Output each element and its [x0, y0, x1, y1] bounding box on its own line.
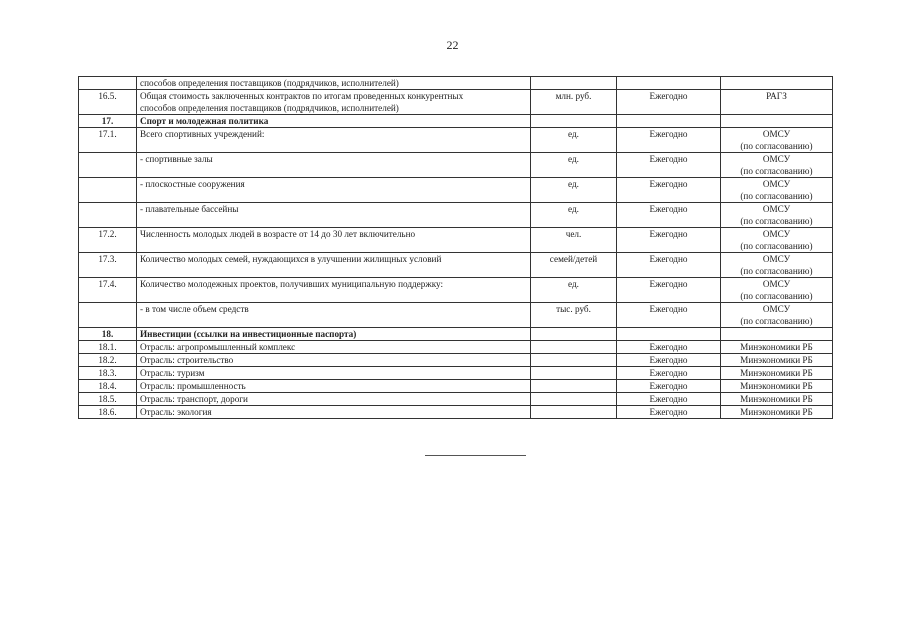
- responsible-cell: [721, 77, 833, 90]
- responsible-line: ОМСУ: [762, 154, 791, 164]
- indicator-name-line: Численность молодых людей в возрасте от 14 до 30 лет включительно: [140, 229, 416, 239]
- table-row: [79, 354, 833, 367]
- responsible-line: ОМСУ: [762, 279, 791, 289]
- row-number-cell: 17.: [79, 115, 137, 128]
- row-number-cell: 17.4.: [79, 278, 137, 303]
- responsible-cell: [721, 128, 833, 153]
- indicator-name-line: Отрасль: агропромышленный комплекс: [140, 342, 296, 352]
- responsible-cell: [721, 178, 833, 203]
- table-row: [79, 90, 833, 115]
- indicator-name-cell: [137, 77, 531, 90]
- responsible-cell: [721, 203, 833, 228]
- indicator-name-line: Количество молодежных проектов, получивших муниципальную поддержку:: [140, 279, 444, 289]
- section-row: [79, 115, 833, 128]
- unit-cell: [531, 77, 617, 90]
- responsible-cell: [721, 303, 833, 328]
- unit-cell: [531, 341, 617, 354]
- unit-cell: чел.: [531, 228, 617, 253]
- row-number-cell: 17.2.: [79, 228, 137, 253]
- unit-cell: семей/детей: [531, 253, 617, 278]
- table-row: [79, 153, 833, 178]
- indicator-name-line: - спортивные залы: [140, 154, 213, 164]
- indicator-name-cell: [137, 203, 531, 228]
- indicator-name-cell: [137, 354, 531, 367]
- responsible-line: (по согласованию): [740, 291, 813, 301]
- table-row: [79, 367, 833, 380]
- indicator-name-cell: [137, 328, 531, 341]
- responsible-line: ОМСУ: [762, 204, 791, 214]
- unit-cell: ед.: [531, 153, 617, 178]
- row-number-cell: 16.5.: [79, 90, 137, 115]
- unit-cell: тыс. руб.: [531, 303, 617, 328]
- responsible-line: Минэкономики РБ: [740, 407, 813, 417]
- indicator-name-line: Отрасль: промышленность: [140, 381, 246, 391]
- responsible-cell: [721, 153, 833, 178]
- indicator-name-cell: [137, 367, 531, 380]
- indicator-name-line: Отрасль: транспорт, дороги: [140, 394, 248, 404]
- section-row: [79, 328, 833, 341]
- responsible-cell: [721, 354, 833, 367]
- responsible-line: РАГЗ: [766, 91, 787, 101]
- unit-cell: ед.: [531, 278, 617, 303]
- indicator-name-cell: [137, 393, 531, 406]
- responsible-cell: [721, 328, 833, 341]
- row-number-cell: 17.1.: [79, 128, 137, 153]
- table-row: [79, 77, 833, 90]
- row-number-cell: [79, 77, 137, 90]
- indicator-name-line: Спорт и молодежная политика: [140, 116, 269, 126]
- responsible-cell: [721, 393, 833, 406]
- periodicity-cell: [617, 115, 721, 128]
- row-number-cell: 18.: [79, 328, 137, 341]
- periodicity-cell: Ежегодно: [617, 406, 721, 419]
- table-row: [79, 393, 833, 406]
- indicators-table: [78, 76, 833, 419]
- periodicity-cell: [617, 77, 721, 90]
- periodicity-cell: Ежегодно: [617, 128, 721, 153]
- indicator-name-line: Общая стоимость заключенных контрактов по итогам проведенных конкурентных: [140, 91, 464, 101]
- indicator-name-cell: [137, 90, 531, 115]
- indicator-name-cell: [137, 341, 531, 354]
- responsible-line: ОМСУ: [762, 129, 791, 139]
- table-row: [79, 341, 833, 354]
- unit-cell: [531, 393, 617, 406]
- periodicity-cell: Ежегодно: [617, 278, 721, 303]
- responsible-line: Минэкономики РБ: [740, 394, 813, 404]
- row-number-cell: [79, 178, 137, 203]
- periodicity-cell: Ежегодно: [617, 393, 721, 406]
- row-number-cell: [79, 303, 137, 328]
- responsible-cell: [721, 341, 833, 354]
- indicator-name-line: - плавательные бассейны: [140, 204, 239, 214]
- responsible-line: ОМСУ: [762, 254, 791, 264]
- unit-cell: [531, 380, 617, 393]
- indicator-name-cell: [137, 380, 531, 393]
- responsible-line: ОМСУ: [762, 229, 791, 239]
- unit-cell: [531, 328, 617, 341]
- indicator-name-line: - плоскостные сооружения: [140, 179, 245, 189]
- table-row: [79, 406, 833, 419]
- periodicity-cell: Ежегодно: [617, 253, 721, 278]
- table-row: [79, 380, 833, 393]
- row-number-cell: 18.3.: [79, 367, 137, 380]
- unit-cell: ед.: [531, 178, 617, 203]
- row-number-cell: 17.3.: [79, 253, 137, 278]
- indicator-name-line: Количество молодых семей, нуждающихся в улучшении жилищных условий: [140, 254, 442, 264]
- indicator-name-cell: [137, 115, 531, 128]
- unit-cell: [531, 354, 617, 367]
- indicator-name-line: способов определения поставщиков (подрядчиков, исполнителей): [140, 78, 399, 88]
- responsible-cell: [721, 278, 833, 303]
- unit-cell: ед.: [531, 203, 617, 228]
- periodicity-cell: Ежегодно: [617, 178, 721, 203]
- unit-cell: [531, 367, 617, 380]
- row-number-cell: 18.1.: [79, 341, 137, 354]
- responsible-line: Минэкономики РБ: [740, 381, 813, 391]
- indicator-name-cell: [137, 406, 531, 419]
- periodicity-cell: Ежегодно: [617, 354, 721, 367]
- periodicity-cell: Ежегодно: [617, 341, 721, 354]
- responsible-cell: [721, 253, 833, 278]
- table-row: [79, 253, 833, 278]
- table-row: [79, 228, 833, 253]
- unit-cell: млн. руб.: [531, 90, 617, 115]
- periodicity-cell: Ежегодно: [617, 203, 721, 228]
- responsible-line: ОМСУ: [762, 179, 791, 189]
- indicator-name-cell: [137, 278, 531, 303]
- unit-cell: [531, 115, 617, 128]
- indicator-name-cell: [137, 303, 531, 328]
- unit-cell: [531, 406, 617, 419]
- responsible-cell: [721, 367, 833, 380]
- responsible-line: (по согласованию): [740, 191, 813, 201]
- indicator-name-line: Инвестиции (ссылки на инвестиционные паспорта): [140, 329, 357, 339]
- table-body: [79, 77, 833, 419]
- table-row: [79, 178, 833, 203]
- responsible-line: Минэкономики РБ: [740, 342, 813, 352]
- responsible-line: Минэкономики РБ: [740, 368, 813, 378]
- row-number-cell: 18.6.: [79, 406, 137, 419]
- unit-cell: ед.: [531, 128, 617, 153]
- responsible-line: ОМСУ: [762, 304, 791, 314]
- responsible-line: (по согласованию): [740, 166, 813, 176]
- responsible-cell: [721, 228, 833, 253]
- indicator-name-line: Отрасль: экология: [140, 407, 212, 417]
- responsible-line: (по согласованию): [740, 316, 813, 326]
- indicator-name-cell: [137, 253, 531, 278]
- responsible-cell: [721, 380, 833, 393]
- indicator-name-line: способов определения поставщиков (подрядчиков, исполнителей): [140, 103, 399, 113]
- table-row: [79, 128, 833, 153]
- periodicity-cell: [617, 328, 721, 341]
- responsible-line: (по согласованию): [740, 141, 813, 151]
- page-number: 22: [446, 38, 459, 52]
- responsible-line: (по согласованию): [740, 216, 813, 226]
- table-row: [79, 278, 833, 303]
- periodicity-cell: Ежегодно: [617, 367, 721, 380]
- footer-divider: [425, 455, 526, 456]
- responsible-cell: [721, 115, 833, 128]
- table-row: [79, 303, 833, 328]
- indicator-name-line: - в том числе объем средств: [140, 304, 249, 314]
- periodicity-cell: Ежегодно: [617, 303, 721, 328]
- periodicity-cell: Ежегодно: [617, 380, 721, 393]
- responsible-line: (по согласованию): [740, 241, 813, 251]
- indicator-name-cell: [137, 128, 531, 153]
- row-number-cell: [79, 153, 137, 178]
- indicator-name-line: Отрасль: строительство: [140, 355, 234, 365]
- row-number-cell: 18.4.: [79, 380, 137, 393]
- responsible-line: (по согласованию): [740, 266, 813, 276]
- indicator-name-line: Отрасль: туризм: [140, 368, 205, 378]
- row-number-cell: 18.5.: [79, 393, 137, 406]
- row-number-cell: [79, 203, 137, 228]
- row-number-cell: 18.2.: [79, 354, 137, 367]
- responsible-line: Минэкономики РБ: [740, 355, 813, 365]
- indicator-name-cell: [137, 228, 531, 253]
- indicator-name-cell: [137, 178, 531, 203]
- table-row: [79, 203, 833, 228]
- responsible-cell: [721, 406, 833, 419]
- responsible-cell: [721, 90, 833, 115]
- periodicity-cell: Ежегодно: [617, 228, 721, 253]
- periodicity-cell: Ежегодно: [617, 90, 721, 115]
- indicator-name-cell: [137, 153, 531, 178]
- periodicity-cell: Ежегодно: [617, 153, 721, 178]
- indicator-name-line: Всего спортивных учреждений:: [140, 129, 265, 139]
